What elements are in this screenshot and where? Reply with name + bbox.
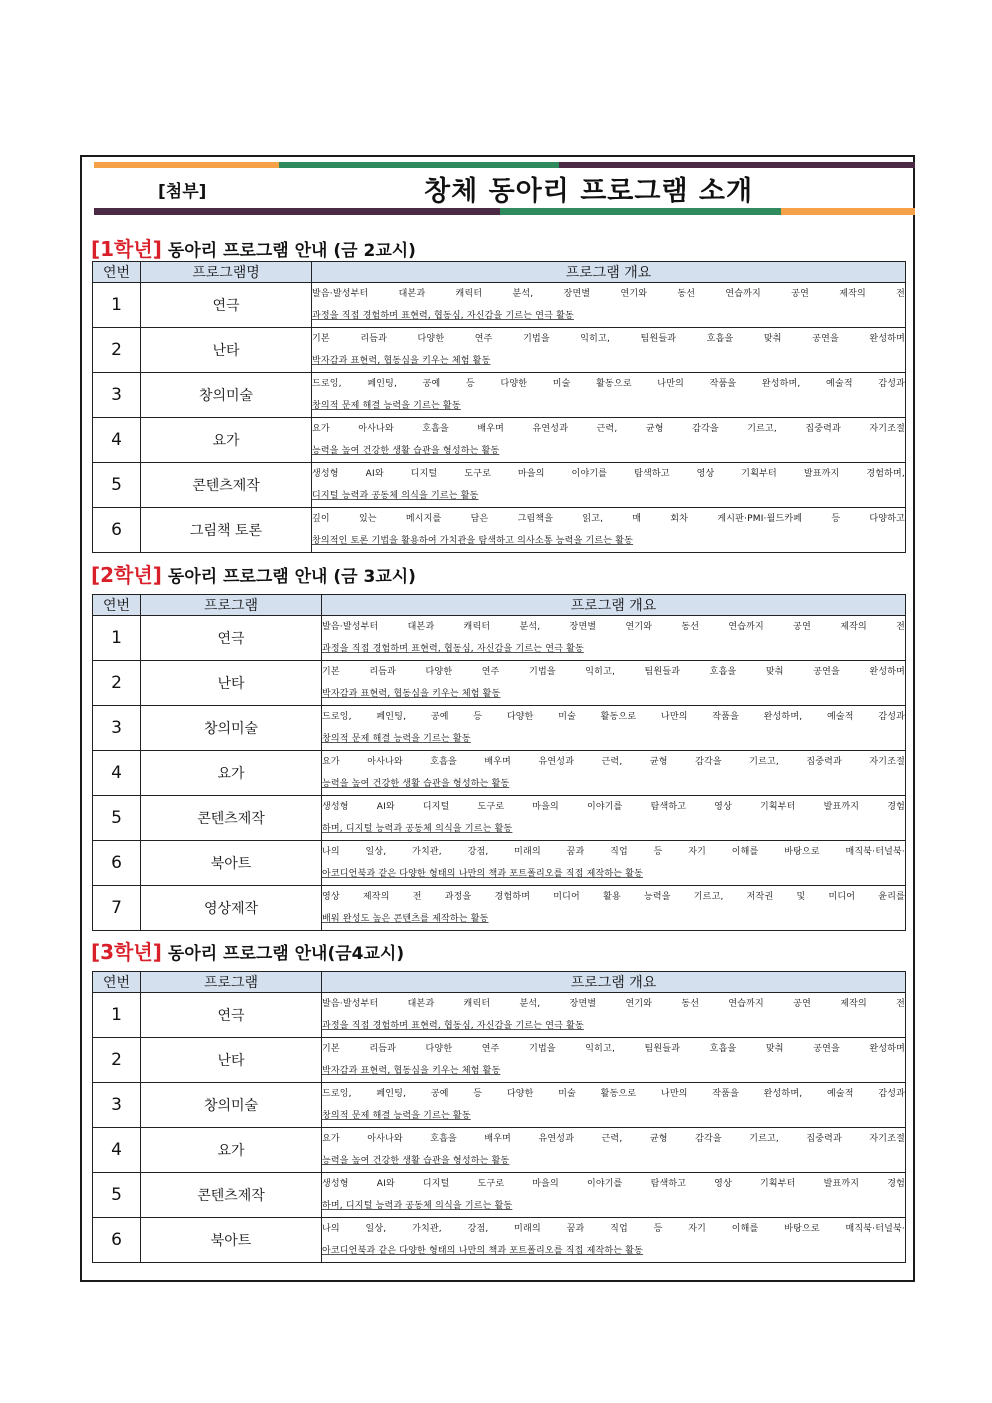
program-summary	[322, 841, 906, 886]
program-summary	[322, 1128, 906, 1173]
grade-label: [1학년]	[91, 237, 162, 261]
summary-line-2: 능력을 높여 건강한 생활 습관을 형성하는 활동	[322, 1156, 510, 1166]
summary-line-1: 발음·발성부터 대본과 캐릭터 분석, 장면별 연기와 동선 연습까지 공연 제작의 전	[322, 622, 905, 632]
summary-line-2: 창의적 문제 해결 능력을 기르는 활동	[322, 1111, 471, 1121]
column-header-summary: 프로그램 개요	[322, 595, 906, 616]
summary-line-2: 과정을 직접 경험하며 표현력, 협동심, 자신감을 기르는 연극 활동	[322, 1021, 584, 1031]
summary-line-1: 요가 아사나와 호흡을 배우며 유연성과 근력, 균형 감각을 기르고, 집중력과 자기조절	[322, 757, 905, 767]
summary-line-1: 나의 일상, 가치관, 강점, 미래의 꿈과 직업 등 자기 이해를 바탕으로 매직북·터널북·	[322, 1224, 905, 1234]
table-row	[93, 841, 906, 886]
table-row	[93, 373, 906, 418]
program-name: 난타	[141, 328, 312, 373]
summary-line-1: 드로잉, 페인팅, 공예 등 다양한 미술 활동으로 나만의 작품을 완성하며, 예술적 감성과	[322, 712, 905, 722]
header-bottom-bar-orange	[781, 208, 915, 215]
column-header-number: 연번	[93, 972, 141, 993]
summary-line-2: 창의적 문제 해결 능력을 기르는 활동	[312, 401, 461, 411]
section-title: 동아리 프로그램 안내 (금 3교시)	[167, 567, 416, 587]
summary-line-1: 기본 리듬과 다양한 연주 기법을 익히고, 팀원들과 호흡을 맞춰 공연을 완성하며	[322, 1044, 905, 1054]
table-row	[93, 661, 906, 706]
section-title: 동아리 프로그램 안내(금4교시)	[167, 944, 405, 964]
row-number: 1	[93, 993, 141, 1038]
summary-line-2: 박자감과 표현력, 협동심을 키우는 체험 활동	[312, 356, 491, 366]
program-summary	[322, 1218, 906, 1263]
row-number: 5	[93, 463, 141, 508]
summary-line-2: 아코디언북과 같은 다양한 형태의 나만의 책과 포트폴리오를 직접 제작하는 활동	[322, 869, 644, 879]
summary-line-2: 능력을 높여 건강한 생활 습관을 형성하는 활동	[312, 446, 500, 456]
row-number: 5	[93, 1173, 141, 1218]
summary-line-2: 디지털 능력과 공동체 의식을 기르는 활동	[312, 491, 479, 501]
table-row	[93, 1083, 906, 1128]
header-top-bar-purple	[559, 162, 915, 168]
summary-line-1: 나의 일상, 가치관, 강점, 미래의 꿈과 직업 등 자기 이해를 바탕으로 매직북·터널북·	[322, 847, 905, 857]
summary-line-2: 박자감과 표현력, 협동심을 키우는 체험 활동	[322, 1066, 501, 1076]
table-row	[93, 1038, 906, 1083]
table-row	[93, 993, 906, 1038]
table-row	[93, 1218, 906, 1263]
row-number: 1	[93, 283, 141, 328]
section-title: 동아리 프로그램 안내 (금 2교시)	[167, 241, 416, 261]
program-name: 난타	[141, 1038, 322, 1083]
table-row	[93, 796, 906, 841]
program-name: 연극	[141, 616, 322, 661]
program-name: 북아트	[141, 1218, 322, 1263]
summary-line-1: 발음·발성부터 대본과 캐릭터 분석, 장면별 연기와 동선 연습까지 공연 제작의 전	[312, 289, 905, 299]
program-summary	[312, 463, 906, 508]
program-summary	[322, 886, 906, 931]
program-table-grade2	[92, 594, 906, 931]
section-heading-grade2	[91, 559, 416, 588]
program-summary	[322, 993, 906, 1038]
header-bottom-bar-green	[500, 208, 781, 215]
table-row	[93, 706, 906, 751]
table-row	[93, 418, 906, 463]
program-table-grade1	[92, 261, 906, 553]
header-top-bar-green	[279, 162, 559, 168]
program-name: 콘텐츠제작	[141, 1173, 322, 1218]
row-number: 6	[93, 508, 141, 553]
summary-line-2: 하며, 디지털 능력과 공동체 의식을 기르는 활동	[322, 1201, 513, 1211]
program-summary	[312, 283, 906, 328]
program-name: 콘텐츠제작	[141, 796, 322, 841]
section-heading-grade1	[91, 233, 416, 262]
table-header-row	[93, 595, 906, 616]
program-summary	[312, 328, 906, 373]
row-number: 5	[93, 796, 141, 841]
table-row	[93, 751, 906, 796]
program-name: 그림책 토론	[141, 508, 312, 553]
column-header-program: 프로그램	[141, 972, 322, 993]
column-header-program: 프로그램	[141, 595, 322, 616]
program-summary	[322, 706, 906, 751]
page-title: 창체 동아리 프로그램 소개	[424, 176, 754, 207]
table-row	[93, 283, 906, 328]
program-name: 난타	[141, 661, 322, 706]
column-header-summary: 프로그램 개요	[312, 262, 906, 283]
header-top-bar-orange	[94, 162, 279, 168]
summary-line-1: 드로잉, 페인팅, 공예 등 다양한 미술 활동으로 나만의 작품을 완성하며, 예술적 감성과	[322, 1089, 905, 1099]
program-summary	[312, 373, 906, 418]
summary-line-2: 과정을 직접 경험하며 표현력, 협동심, 자신감을 기르는 연극 활동	[312, 311, 574, 321]
summary-line-1: 깊이 있는 메시지를 담은 그림책을 읽고, 매 회차 게시판·PMI·월드카페 등 다양하고	[312, 514, 905, 524]
summary-line-1: 요가 아사나와 호흡을 배우며 유연성과 근력, 균형 감각을 기르고, 집중력과 자기조절	[312, 424, 905, 434]
program-name: 연극	[141, 993, 322, 1038]
program-summary	[322, 751, 906, 796]
program-name: 창의미술	[141, 373, 312, 418]
section-heading-grade3	[91, 936, 404, 965]
program-name: 창의미술	[141, 706, 322, 751]
row-number: 4	[93, 418, 141, 463]
summary-line-2: 능력을 높여 건강한 생활 습관을 형성하는 활동	[322, 779, 510, 789]
summary-line-2: 배워 완성도 높은 콘텐츠를 제작하는 활동	[322, 914, 489, 924]
summary-line-1: 발음·발성부터 대본과 캐릭터 분석, 장면별 연기와 동선 연습까지 공연 제작의 전	[322, 999, 905, 1009]
program-summary	[322, 1173, 906, 1218]
program-name: 창의미술	[141, 1083, 322, 1128]
program-summary	[322, 796, 906, 841]
summary-line-1: 생성형 AI와 디지털 도구로 마을의 이야기를 탐색하고 영상 기획부터 발표까지 경험	[322, 802, 905, 812]
program-summary	[322, 1038, 906, 1083]
table-row	[93, 1173, 906, 1218]
header-bottom-bar-purple	[94, 208, 500, 215]
program-name: 콘텐츠제작	[141, 463, 312, 508]
summary-line-2: 하며, 디지털 능력과 공동체 의식을 기르는 활동	[322, 824, 513, 834]
summary-line-1: 기본 리듬과 다양한 연주 기법을 익히고, 팀원들과 호흡을 맞춰 공연을 완성하며	[312, 334, 905, 344]
table-row	[93, 616, 906, 661]
table-row	[93, 886, 906, 931]
column-header-summary: 프로그램 개요	[322, 972, 906, 993]
row-number: 6	[93, 841, 141, 886]
column-header-program: 프로그램명	[141, 262, 312, 283]
row-number: 2	[93, 1038, 141, 1083]
table-row	[93, 463, 906, 508]
program-name: 요가	[141, 751, 322, 796]
table-row	[93, 328, 906, 373]
grade-label: [2학년]	[91, 563, 162, 587]
table-header-row	[93, 262, 906, 283]
summary-line-2: 박자감과 표현력, 협동심을 키우는 체험 활동	[322, 689, 501, 699]
row-number: 2	[93, 328, 141, 373]
row-number: 7	[93, 886, 141, 931]
program-name: 연극	[141, 283, 312, 328]
table-header-row	[93, 972, 906, 993]
program-summary	[322, 616, 906, 661]
program-summary	[312, 418, 906, 463]
grade-label: [3학년]	[91, 940, 162, 964]
summary-line-1: 기본 리듬과 다양한 연주 기법을 익히고, 팀원들과 호흡을 맞춰 공연을 완성하며	[322, 667, 905, 677]
attachment-label: [첨부]	[158, 182, 207, 202]
summary-line-2: 과정을 직접 경험하며 표현력, 협동심, 자신감을 기르는 연극 활동	[322, 644, 584, 654]
summary-line-2: 창의적인 토론 기법을 활용하여 가치관을 탐색하고 의사소통 능력을 기르는 활동	[312, 536, 634, 546]
program-name: 영상제작	[141, 886, 322, 931]
column-header-number: 연번	[93, 262, 141, 283]
row-number: 6	[93, 1218, 141, 1263]
program-summary	[312, 508, 906, 553]
column-header-number: 연번	[93, 595, 141, 616]
summary-line-1: 영상 제작의 전 과정을 경험하며 미디어 활용 능력을 기르고, 저작권 및 미디어 윤리를	[322, 892, 905, 902]
table-row	[93, 508, 906, 553]
row-number: 4	[93, 1128, 141, 1173]
summary-line-1: 요가 아사나와 호흡을 배우며 유연성과 근력, 균형 감각을 기르고, 집중력과 자기조절	[322, 1134, 905, 1144]
program-name: 요가	[141, 1128, 322, 1173]
summary-line-2: 아코디언북과 같은 다양한 형태의 나만의 책과 포트폴리오를 직접 제작하는 활동	[322, 1246, 644, 1256]
summary-line-1: 생성형 AI와 디지털 도구로 마을의 이야기를 탐색하고 영상 기획부터 발표까지 경험하며,	[312, 469, 905, 479]
table-row	[93, 1128, 906, 1173]
summary-line-1: 드로잉, 페인팅, 공예 등 다양한 미술 활동으로 나만의 작품을 완성하며, 예술적 감성과	[312, 379, 905, 389]
program-summary	[322, 1083, 906, 1128]
program-table-grade3	[92, 971, 906, 1263]
program-name: 요가	[141, 418, 312, 463]
program-summary	[322, 661, 906, 706]
program-name: 북아트	[141, 841, 322, 886]
row-number: 3	[93, 706, 141, 751]
summary-line-1: 생성형 AI와 디지털 도구로 마을의 이야기를 탐색하고 영상 기획부터 발표까지 경험	[322, 1179, 905, 1189]
summary-line-2: 창의적 문제 해결 능력을 기르는 활동	[322, 734, 471, 744]
row-number: 3	[93, 373, 141, 418]
row-number: 2	[93, 661, 141, 706]
row-number: 3	[93, 1083, 141, 1128]
row-number: 1	[93, 616, 141, 661]
row-number: 4	[93, 751, 141, 796]
